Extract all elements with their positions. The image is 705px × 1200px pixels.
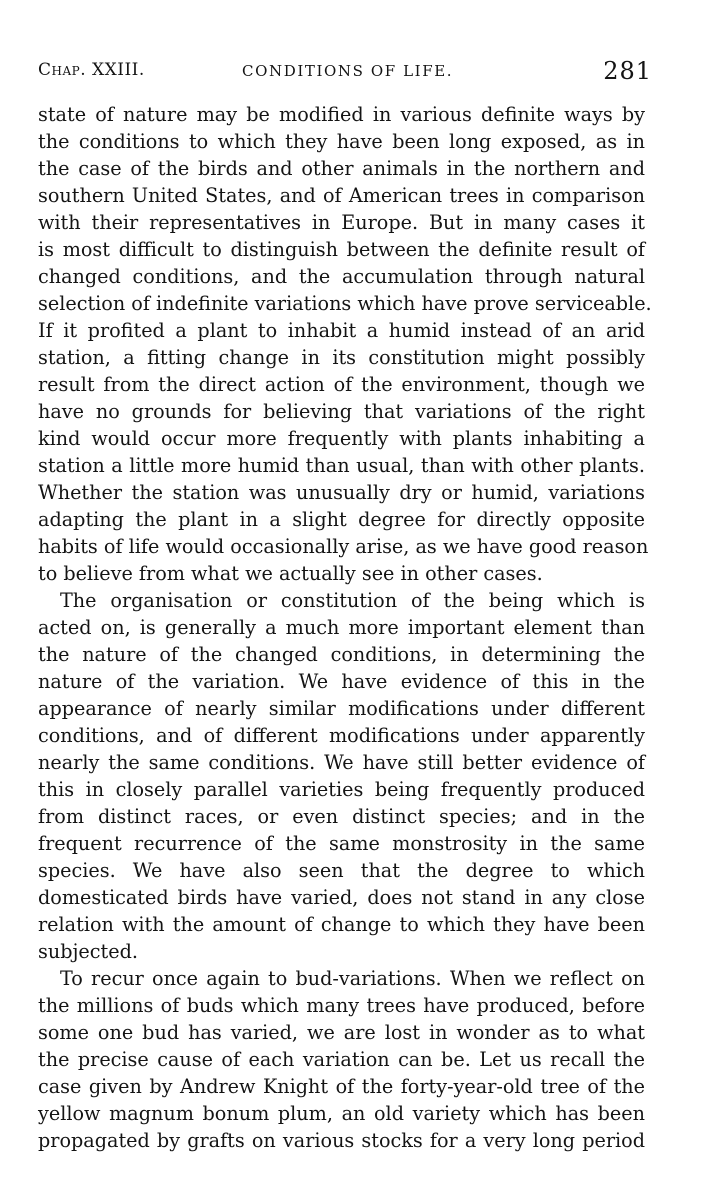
text-line: species. We have also seen that the degree to which <box>38 859 645 882</box>
text-line: yellow magnum bonum plum, an old variety which has been <box>38 1102 645 1125</box>
text-line: relation with the amount of change to which they have been <box>38 913 645 936</box>
text-line: result from the direct action of the environment, though we <box>38 373 645 396</box>
text-line: southern United States, and of American trees in comparison <box>38 184 645 207</box>
text-line: the case of the birds and other animals in the northern and <box>38 157 645 180</box>
text-line: case given by Andrew Knight of the forty-year-old tree of the <box>38 1075 645 1098</box>
text-line: propagated by grafts on various stocks for a very long period <box>38 1129 645 1152</box>
text-line: nearly the same conditions. We have still better evidence of <box>38 751 645 774</box>
text-line: domesticated birds have varied, does not stand in any close <box>38 886 645 909</box>
running-title: CONDITIONS OF LIFE. <box>242 62 454 80</box>
text-line: appearance of nearly similar modifications under different <box>38 697 645 720</box>
text-line: selection of indefinite variations which have prove serviceable. <box>38 292 652 315</box>
text-line: is most difficult to distinguish between the definite result of <box>38 238 645 261</box>
text-line: with their representatives in Europe. But in many cases it <box>38 211 645 234</box>
text-line: some one bud has varied, we are lost in wonder as to what <box>38 1021 645 1044</box>
text-line: Whether the station was unusually dry or humid, variations <box>38 481 645 504</box>
text-line: changed conditions, and the accumulation through natural <box>38 265 645 288</box>
text-line: the conditions to which they have been long exposed, as in <box>38 130 645 153</box>
text-line: have no grounds for believing that variations of the right <box>38 400 645 423</box>
text-line: frequent recurrence of the same monstrosity in the same <box>38 832 645 855</box>
text-line: the precise cause of each variation can be. Let us recall the <box>38 1048 645 1071</box>
text-line: the nature of the changed conditions, in determining the <box>38 643 645 666</box>
page-number: 281 <box>603 57 652 85</box>
text-line: from distinct races, or even distinct species; and in the <box>38 805 645 828</box>
chapter-number: Chap. XXIII. <box>38 60 145 80</box>
text-line: If it profited a plant to inhabit a humid instead of an arid <box>38 319 645 342</box>
text-line: station, a fitting change in its constitution might possibly <box>38 346 645 369</box>
text-line: adapting the plant in a slight degree for directly opposite <box>38 508 645 531</box>
text-line: habits of life would occasionally arise, as we have good reason <box>38 535 649 558</box>
body-text <box>38 101 652 1154</box>
paragraph-end-line: subjected. <box>38 940 138 963</box>
running-head <box>38 58 660 92</box>
text-line: station a little more humid than usual, than with other plants. <box>38 454 645 477</box>
text-line: state of nature may be modified in various definite ways by <box>38 103 645 126</box>
text-line: the millions of buds which many trees have produced, before <box>38 994 645 1017</box>
paragraph-start-line: To recur once again to bud-variations. When we reflect on <box>60 967 645 990</box>
paragraph-end-line: to believe from what we actually see in other cases. <box>38 562 543 585</box>
text-line: acted on, is generally a much more important element than <box>38 616 645 639</box>
text-line: conditions, and of different modifications under apparently <box>38 724 645 747</box>
text-line: nature of the variation. We have evidence of this in the <box>38 670 645 693</box>
paragraph-start-line: The organisation or constitution of the being which is <box>60 589 645 612</box>
text-line: this in closely parallel varieties being frequently produced <box>38 778 645 801</box>
text-line: kind would occur more frequently with plants inhabiting a <box>38 427 645 450</box>
